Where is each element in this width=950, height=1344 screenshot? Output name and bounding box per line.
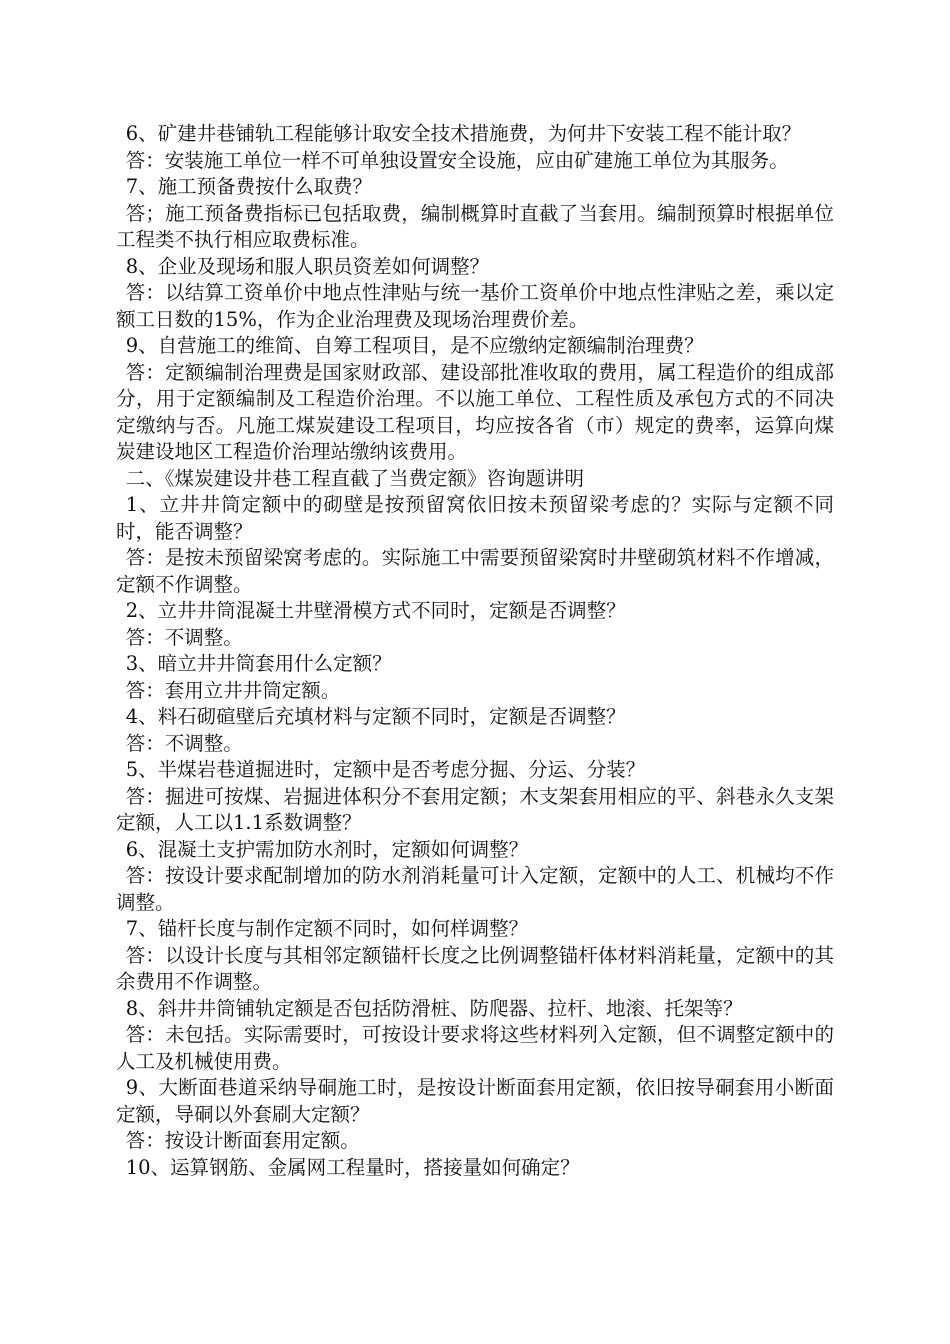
answer-paragraph: 答：以设计长度与其相邻定额锚杆长度之比例调整锚杆体材料消耗量，定额中的其余费用不作调整。 — [116, 943, 834, 993]
answer-paragraph: 答：不调整。 — [125, 625, 243, 649]
answer-paragraph: 答：不调整。 — [125, 731, 243, 755]
question-paragraph: 3、暗立井井筒套用什么定额？ — [125, 652, 392, 675]
question-paragraph: 10、运算钢筋、金属网工程量时，搭接量如何确定？ — [125, 1155, 580, 1179]
question-paragraph: 6、矿建井巷铺轨工程能够计取安全技术措施费，为何井下安装工程不能计取？ — [125, 122, 802, 145]
question-paragraph: 1、立井井筒定额中的砌壁是按预留窝依旧按未预留梁考虑的？实际与定额不同时，能否调整？ — [116, 493, 834, 543]
answer-paragraph: 答；施工预备费指标已包括取费，编制概算时直截了当套用。编制预算时根据单位工程类不执行相应取费标准。 — [116, 201, 834, 251]
question-paragraph: 8、企业及现场和服人职员资差如何调整？ — [125, 254, 490, 278]
question-paragraph: 7、锚杆长度与制作定额不同时，如何样调整？ — [125, 917, 529, 940]
question-paragraph: 5、半煤岩巷道掘进时，定额中是否考虑分掘、分运、分装？ — [125, 758, 646, 781]
document-page — [116, 121, 834, 1181]
question-paragraph: 9、大断面巷道采纳导硐施工时，是按设计断面套用定额，依旧按导硐套用小断面定额，导硐以外套刷大定额？ — [116, 1076, 834, 1126]
question-paragraph: 9、自营施工的维简、自筹工程项目，是不应缴纳定额编制治理费？ — [125, 334, 704, 357]
answer-paragraph: 答：定额编制治理费是国家财政部、建设部批准收取的费用，属工程造价的组成部分，用于定额编制及工程造价治理。不以施工单位、工程性质及承包方式的不同决定缴纳与否。凡施工煤炭建设工程项目，均应按各省（市）规定的费率，运算向煤炭建设地区工程造价治理站缴纳该费用。 — [116, 360, 834, 463]
answer-paragraph: 答：按设计断面套用定额。 — [125, 1129, 360, 1152]
section-heading: 二、《煤炭建设井巷工程直截了当费定额》咨询题讲明 — [125, 466, 585, 490]
answer-paragraph: 答：以结算工资单价中地点性津贴与统一基价工资单价中地点性津贴之差，乘以定额工日数的15%，作为企业治理费及现场治理费价差。 — [116, 281, 834, 331]
answer-paragraph: 答：按设计要求配制增加的防水剂消耗量可计入定额，定额中的人工、机械均不作调整。 — [116, 864, 834, 914]
answer-paragraph: 答：安装施工单位一样不可单独设置安全设施，应由矿建施工单位为其服务。 — [125, 148, 789, 172]
question-paragraph: 8、斜井井筒铺轨定额是否包括防滑桩、防爬器、拉杆、地滚、托架等？ — [125, 996, 743, 1020]
answer-paragraph: 答：是按未预留梁窝考虑的。实际施工中需要预留梁窝时井壁砌筑材料不作增减，定额不作调整。 — [116, 546, 834, 596]
question-paragraph: 7、施工预备费按什么取费？ — [125, 175, 373, 198]
question-paragraph: 6、混凝土支护需加防水剂时，定额如何调整？ — [125, 837, 529, 861]
answer-paragraph: 答：掘进可按煤、岩掘进体积分不套用定额；木支架套用相应的平、斜巷永久支架定额，人工以1.1系数调整？ — [116, 784, 834, 834]
question-paragraph: 2、立井井筒混凝土井壁滑模方式不同时，定额是否调整？ — [125, 599, 626, 622]
answer-paragraph: 答：未包括。实际需要时，可按设计要求将这些材料列入定额，但不调整定额中的人工及机械使用费。 — [116, 1023, 834, 1073]
answer-paragraph: 答：套用立井井筒定额。 — [125, 678, 341, 702]
question-paragraph: 4、料石砌碹壁后充填材料与定额不同时，定额是否调整？ — [125, 705, 626, 728]
